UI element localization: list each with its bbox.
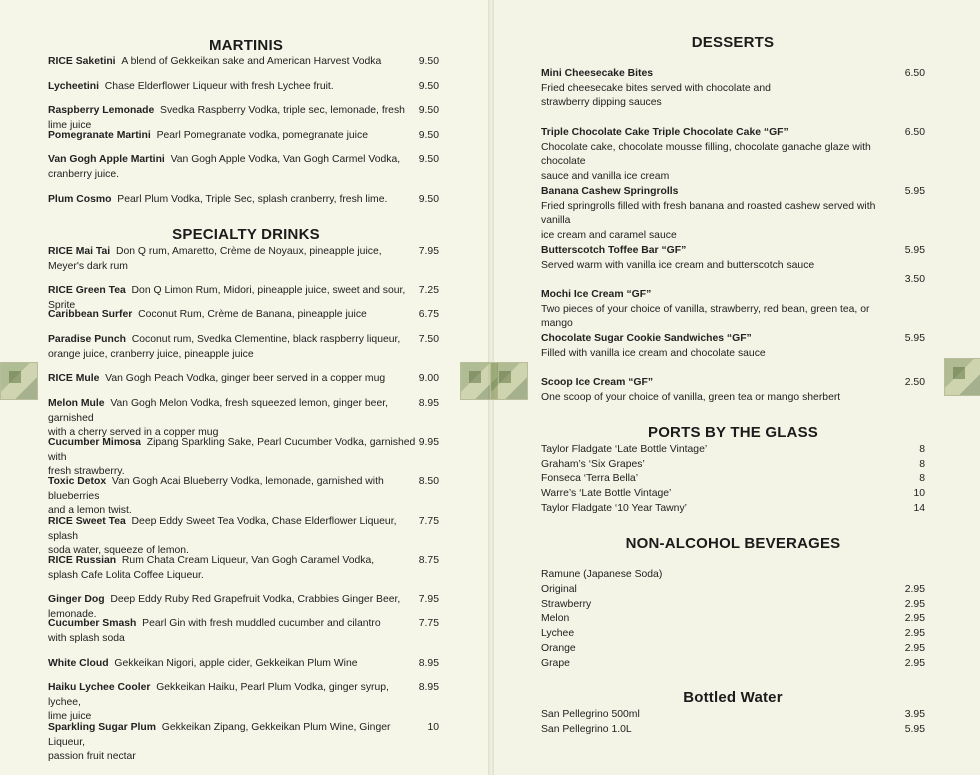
section-title-non-alcohol: NON-ALCOHOL BEVERAGES bbox=[625, 535, 841, 552]
menu-item-line bbox=[48, 475, 420, 504]
menu-item-line bbox=[48, 554, 420, 569]
dessert-description: Filled with vanilla ice cream and chocolate sauce bbox=[541, 347, 766, 359]
menu-item-price: 7.50 bbox=[418, 334, 439, 345]
menu-item-name: RICE Mule bbox=[48, 373, 100, 384]
menu-item-line bbox=[48, 436, 420, 465]
menu-item-description-cont: lime juice bbox=[48, 711, 92, 722]
menu-item-name: Sparkling Sugar Plum bbox=[48, 722, 156, 733]
dessert-item bbox=[541, 185, 891, 243]
dessert-name: Triple Chocolate Cake Triple Chocolate Cake “GF” bbox=[541, 127, 789, 138]
menu-item-description: Van Gogh Apple Vodka, Van Gogh Carmel Vodka, bbox=[170, 154, 401, 165]
dessert-name: Scoop Ice Cream “GF” bbox=[541, 377, 654, 388]
menu-item-name: RICE Saketini bbox=[48, 56, 116, 67]
section-title-martinis: MARTINIS bbox=[208, 37, 284, 54]
menu-item-line bbox=[48, 617, 420, 632]
menu-item-description-cont: with splash soda bbox=[48, 632, 125, 644]
port-name: Taylor Fladgate ‘Late Bottle Vintage’ bbox=[541, 444, 708, 455]
menu-item bbox=[48, 397, 420, 441]
menu-item-price: 7.95 bbox=[418, 246, 439, 257]
section-title-desserts: DESSERTS bbox=[691, 34, 775, 51]
menu-item bbox=[48, 193, 420, 208]
menu-item-description: Coconut rum, Svedka Clementine, black raspberry liqueur, bbox=[131, 334, 401, 345]
soda-price: 2.95 bbox=[904, 657, 925, 669]
section-title-bottled-water: Bottled Water bbox=[683, 689, 783, 706]
menu-item-description: Zipang Sparkling Sake, Pearl Cucumber Vodka, garnished with bbox=[48, 437, 416, 463]
menu-item-price: 6.75 bbox=[418, 309, 439, 320]
port-price: 8 bbox=[919, 458, 925, 470]
menu-item-description-cont: passion fruit nectar bbox=[48, 751, 136, 762]
menu-item-price: 8.95 bbox=[418, 682, 439, 693]
menu-item-price: 9.50 bbox=[418, 56, 439, 67]
menu-item-description: Gekkeikan Haiku, Pearl Plum Vodka, ginger syrup, lychee, bbox=[48, 682, 389, 708]
menu-item-description-cont: Meyer's dark rum bbox=[48, 260, 128, 272]
water-name: San Pellegrino 1.0L bbox=[541, 723, 632, 735]
soda-price: 2.95 bbox=[904, 598, 925, 610]
menu-item-price: 8.50 bbox=[418, 476, 439, 487]
menu-item-line bbox=[48, 657, 420, 672]
menu-item-line bbox=[48, 681, 420, 710]
dessert-price: 5.95 bbox=[904, 245, 925, 256]
menu-item-description: Svedka Raspberry Vodka, triple sec, lemonade, fresh lime juice bbox=[48, 105, 405, 131]
soda-name: Lychee bbox=[541, 628, 575, 640]
menu-item-description: Pearl Gin with fresh muddled cucumber and cilantro bbox=[142, 618, 381, 629]
menu-item-price: 7.75 bbox=[418, 618, 439, 629]
menu-item-price: 9.00 bbox=[418, 373, 439, 384]
dessert-price: 5.95 bbox=[904, 186, 925, 197]
menu-item-line bbox=[48, 153, 420, 168]
menu-item-name: Haiku Lychee Cooler bbox=[48, 682, 151, 693]
section-title-ports: PORTS BY THE GLASS bbox=[647, 424, 818, 441]
decorative-tile-right bbox=[944, 358, 980, 396]
menu-item-description: Deep Eddy Sweet Tea Vodka, Chase Elderflower Liqueur, splash bbox=[48, 516, 397, 542]
soda-name: Melon bbox=[541, 613, 570, 625]
soda-name: Orange bbox=[541, 642, 576, 654]
menu-item-description: Rum Chata Cream Liqueur, Van Gogh Caramel Vodka, bbox=[121, 555, 375, 566]
menu-item-line bbox=[48, 55, 420, 70]
menu-item-line bbox=[48, 308, 420, 323]
dessert-item bbox=[541, 244, 891, 273]
menu-item-price: 10 bbox=[427, 722, 439, 733]
menu-item-name: RICE Mai Tai bbox=[48, 246, 111, 257]
menu-item-description: Deep Eddy Ruby Red Grapefruit Vodka, Crabbies Ginger Beer, lemonade. bbox=[48, 594, 401, 620]
menu-item-price: 9.50 bbox=[418, 154, 439, 165]
soda-name: Grape bbox=[541, 657, 570, 669]
menu-item-description: Don Q Limon Rum, Midori, pineapple juice, sweet and sour, Sprite bbox=[48, 285, 406, 311]
menu-item bbox=[48, 372, 420, 387]
soda-name: Strawberry bbox=[541, 598, 592, 610]
dessert-description: Fried springrolls filled with fresh banana and roasted cashew served with vanilla bbox=[541, 200, 876, 226]
dessert-item bbox=[541, 376, 891, 405]
menu-item-description: A blend of Gekkeikan sake and American Harvest Vodka bbox=[121, 56, 382, 67]
menu-item-description: Pearl Pomegranate vodka, pomegranate juice bbox=[156, 130, 368, 141]
dessert-price: 6.50 bbox=[904, 68, 925, 79]
dessert-name: Banana Cashew Springrolls bbox=[541, 186, 679, 197]
menu-item-name: Cucumber Smash bbox=[48, 618, 137, 629]
menu-item-name: Cucumber Mimosa bbox=[48, 437, 141, 448]
soda-price: 2.95 bbox=[904, 628, 925, 640]
dessert-description: Served warm with vanilla ice cream and butterscotch sauce bbox=[541, 259, 815, 271]
menu-item-description-cont: cranberry juice. bbox=[48, 168, 120, 180]
menu-item-price: 7.75 bbox=[418, 516, 439, 527]
menu-item-description-cont: fresh strawberry. bbox=[48, 466, 125, 477]
menu-item bbox=[48, 657, 420, 672]
menu-item bbox=[48, 436, 420, 480]
menu-item bbox=[48, 308, 420, 323]
port-name: Fonseca ‘Terra Bella’ bbox=[541, 473, 639, 485]
dessert-description-cont: ice cream and caramel sauce bbox=[541, 229, 677, 241]
menu-item-price: 7.25 bbox=[418, 285, 439, 296]
menu-item-name: RICE Sweet Tea bbox=[48, 516, 126, 527]
soda-price: 2.95 bbox=[904, 584, 925, 595]
menu-item-description: Van Gogh Acai Blueberry Vodka, lemonade, garnished with blueberries bbox=[48, 476, 384, 502]
menu-item-description-cont: and a lemon twist. bbox=[48, 505, 132, 516]
water-price: 3.95 bbox=[904, 709, 925, 720]
menu-item-price: 9.50 bbox=[418, 81, 439, 92]
menu-item-price: 8.95 bbox=[418, 398, 439, 409]
menu-item-description: Coconut Rum, Crème de Banana, pineapple juice bbox=[138, 309, 367, 320]
menu-item-description-cont: soda water, squeeze of lemon. bbox=[48, 545, 189, 556]
dessert-item bbox=[541, 288, 891, 332]
dessert-description: One scoop of your choice of vanilla, green tea or mango sherbert bbox=[541, 391, 841, 403]
soda-price: 2.95 bbox=[904, 613, 925, 625]
menu-item bbox=[48, 681, 420, 725]
menu-item-description: Van Gogh Peach Vodka, ginger beer served in a copper mug bbox=[105, 373, 386, 384]
menu-item bbox=[48, 554, 420, 583]
menu-item-name: Van Gogh Apple Martini bbox=[48, 154, 165, 165]
dessert-name: Mochi Ice Cream “GF” bbox=[541, 289, 652, 300]
water-name: San Pellegrino 500ml bbox=[541, 709, 640, 720]
dessert-item bbox=[541, 126, 891, 184]
menu-item bbox=[48, 721, 420, 765]
menu-item-name: Toxic Detox bbox=[48, 476, 107, 487]
menu-item-line bbox=[48, 397, 420, 426]
menu-item-description: Pearl Plum Vodka, Triple Sec, splash cranberry, fresh lime. bbox=[117, 194, 388, 205]
dessert-item bbox=[541, 332, 891, 361]
menu-item-price: 8.75 bbox=[418, 555, 439, 566]
menu-item-price: 9.50 bbox=[418, 194, 439, 205]
menu-item-name: RICE Green Tea bbox=[48, 285, 126, 296]
decorative-tile-left bbox=[0, 362, 38, 400]
menu-item-description-cont: with a cherry served in a copper mug bbox=[48, 427, 219, 438]
menu-item bbox=[48, 129, 420, 144]
port-price: 8 bbox=[919, 444, 925, 455]
dessert-price: 6.50 bbox=[904, 127, 925, 138]
decorative-tile-center-right bbox=[490, 362, 528, 400]
menu-item-line bbox=[48, 515, 420, 544]
dessert-name: Mini Cheesecake Bites bbox=[541, 68, 654, 79]
ramune-subtitle: Ramune (Japanese Soda) bbox=[541, 569, 663, 580]
menu-item-description: Gekkeikan Zipang, Gekkeikan Plum Wine, Ginger Liqueur, bbox=[48, 722, 391, 748]
menu-item-name: Caribbean Surfer bbox=[48, 309, 133, 320]
menu-item-line bbox=[48, 245, 420, 260]
menu-item bbox=[48, 475, 420, 519]
menu-item-price: 9.95 bbox=[418, 437, 439, 448]
menu-item bbox=[48, 80, 420, 95]
menu-item-name: Ginger Dog bbox=[48, 594, 105, 605]
menu-item-name: RICE Russian bbox=[48, 555, 117, 566]
menu-item bbox=[48, 515, 420, 559]
menu-item-line bbox=[48, 129, 420, 144]
menu-item bbox=[48, 333, 420, 362]
menu-item-price: 8.95 bbox=[418, 658, 439, 669]
dessert-item bbox=[541, 67, 891, 111]
dessert-price: 5.95 bbox=[904, 333, 925, 344]
menu-item-name: Pomegranate Martini bbox=[48, 130, 151, 141]
dessert-name: Butterscotch Toffee Bar “GF” bbox=[541, 245, 687, 256]
menu-item-price: 7.95 bbox=[418, 594, 439, 605]
menu-item-price: 9.50 bbox=[418, 105, 439, 116]
dessert-price: 2.50 bbox=[904, 377, 925, 388]
soda-price: 2.95 bbox=[904, 642, 925, 654]
dessert-description: Chocolate cake, chocolate mousse filling, chocolate ganache glaze with chocolate bbox=[541, 141, 871, 167]
menu-item bbox=[48, 55, 420, 70]
menu-item-description: Chase Elderflower Liqueur with fresh Lychee fruit. bbox=[104, 81, 334, 92]
port-name: Warre’s ‘Late Bottle Vintage’ bbox=[541, 488, 672, 500]
menu-item-description-cont: splash Cafe Lolita Coffee Liqueur. bbox=[48, 569, 204, 581]
menu-item-name: Raspberry Lemonade bbox=[48, 105, 155, 116]
port-price: 8 bbox=[919, 473, 925, 485]
port-name: Taylor Fladgate ‘10 Year Tawny’ bbox=[541, 502, 687, 514]
dessert-description: Two pieces of your choice of vanilla, strawberry, red bean, green tea, or mango bbox=[541, 303, 870, 329]
dessert-price: 3.50 bbox=[904, 274, 925, 285]
menu-item-line bbox=[48, 193, 420, 208]
menu-item-line bbox=[48, 80, 420, 95]
port-price: 10 bbox=[913, 488, 925, 500]
menu-item-description: Don Q rum, Amaretto, Crème de Noyaux, pineapple juice, bbox=[115, 246, 382, 257]
dessert-description-cont: strawberry dipping sauces bbox=[541, 97, 662, 108]
menu-item-name: Paradise Punch bbox=[48, 334, 126, 345]
dessert-name: Chocolate Sugar Cookie Sandwiches “GF” bbox=[541, 333, 752, 344]
soda-name: Original bbox=[541, 584, 577, 595]
menu-item-description: Gekkeikan Nigori, apple cider, Gekkeikan Plum Wine bbox=[114, 658, 358, 669]
menu-item-description-cont: orange juice, cranberry juice, pineapple juice bbox=[48, 348, 254, 360]
menu-item-price: 9.50 bbox=[418, 130, 439, 141]
menu-item bbox=[48, 617, 420, 646]
menu-item-line bbox=[48, 333, 420, 348]
menu-item bbox=[48, 153, 420, 182]
menu-item-name: Lycheetini bbox=[48, 81, 100, 92]
dessert-description-cont: sauce and vanilla ice cream bbox=[541, 170, 670, 182]
port-name: Graham’s ‘Six Grapes’ bbox=[541, 458, 645, 470]
menu-item bbox=[48, 245, 420, 274]
menu-item-description: Van Gogh Melon Vodka, fresh squeezed lemon, ginger beer, garnished bbox=[48, 398, 389, 424]
water-price: 5.95 bbox=[904, 723, 925, 735]
port-price: 14 bbox=[913, 502, 925, 514]
menu-item-line bbox=[48, 372, 420, 387]
dessert-description: Fried cheesecake bites served with chocolate and bbox=[541, 82, 771, 94]
menu-item-name: Plum Cosmo bbox=[48, 194, 112, 205]
menu-item-name: White Cloud bbox=[48, 658, 109, 669]
menu-item-name: Melon Mule bbox=[48, 398, 105, 409]
menu-item-line bbox=[48, 721, 420, 750]
section-title-specialty-drinks: SPECIALTY DRINKS bbox=[172, 226, 320, 243]
